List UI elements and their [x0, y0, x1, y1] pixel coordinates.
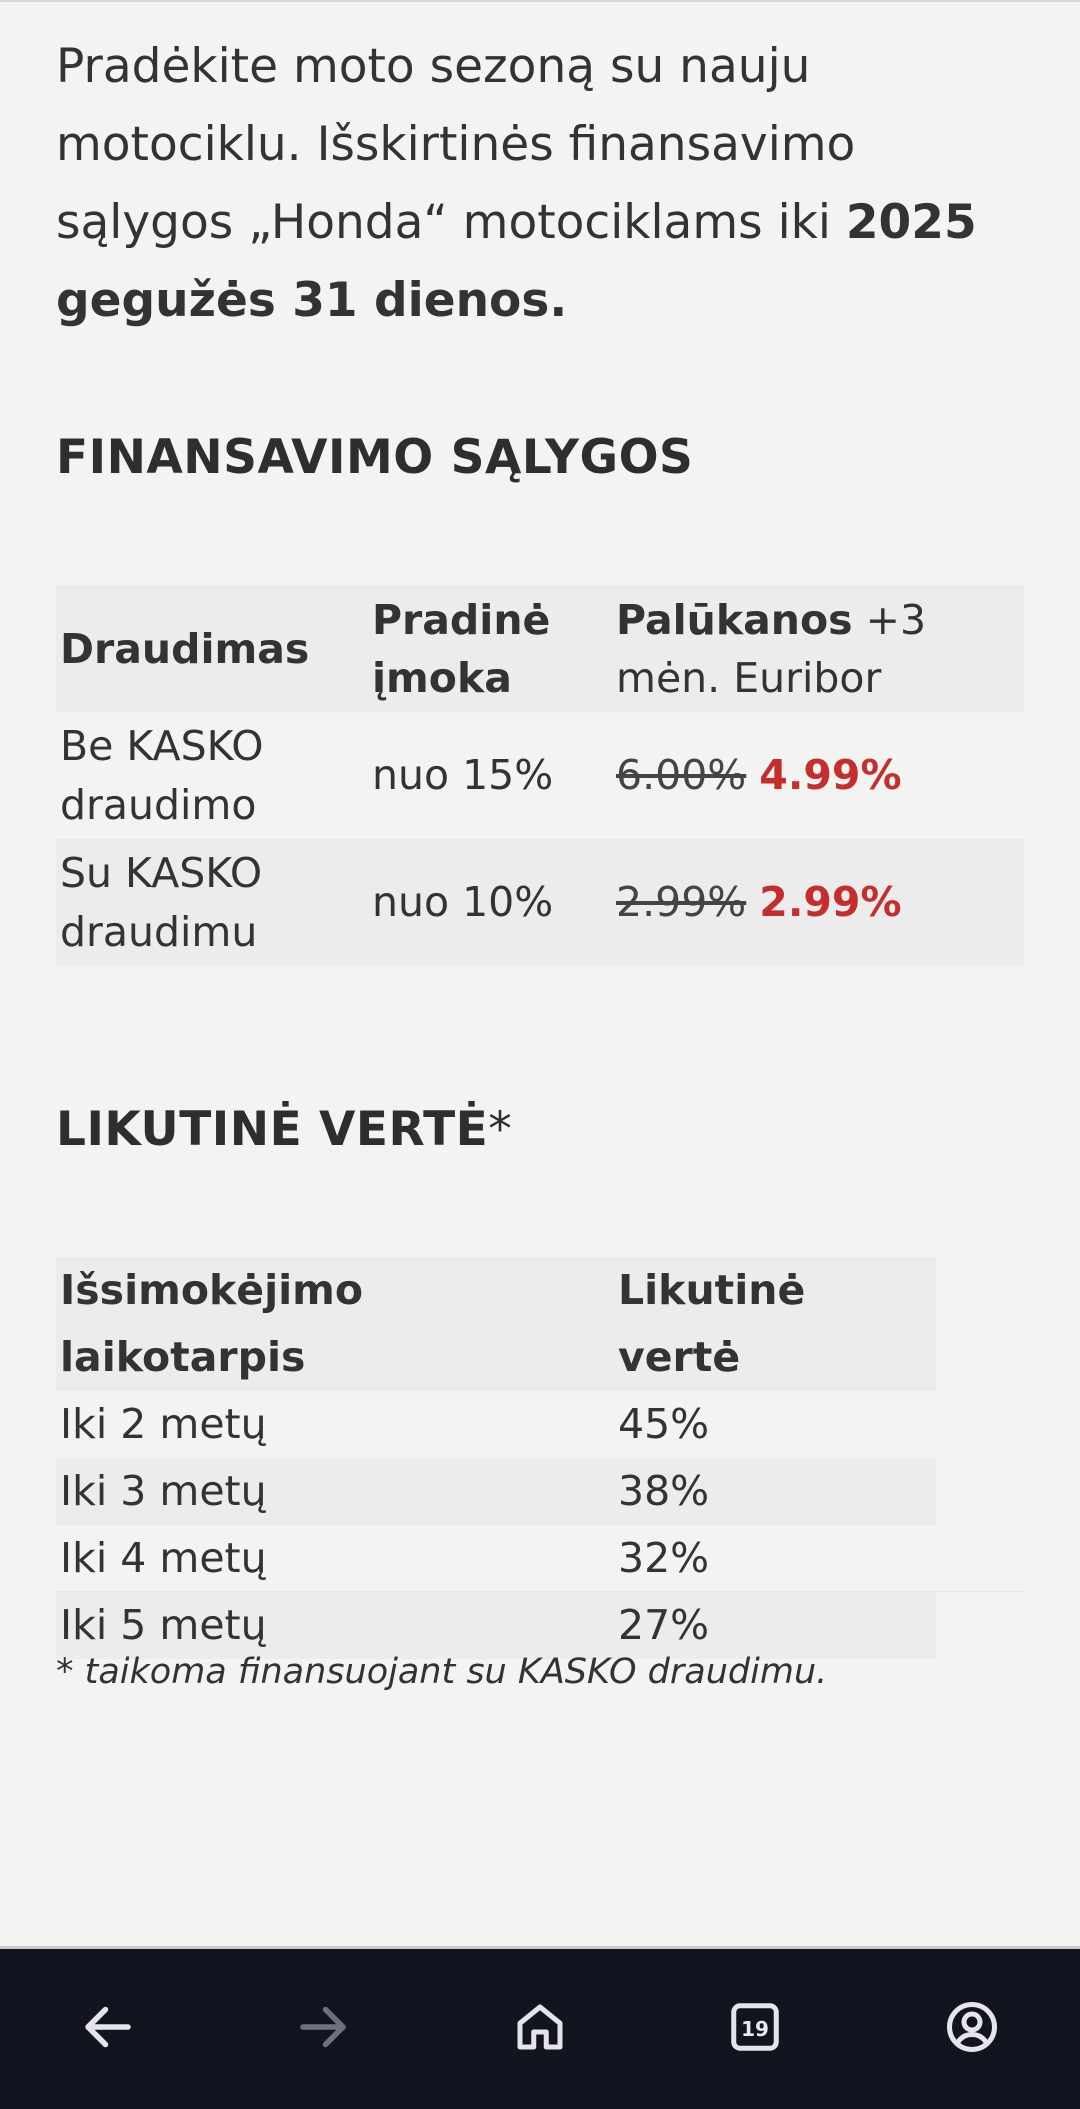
- row-value: 27%: [618, 1601, 710, 1649]
- header-value: Likutinė vertė: [618, 1266, 806, 1381]
- new-rate: 4.99%: [759, 751, 902, 799]
- table-header-row: [56, 585, 1024, 712]
- financing-table: [56, 585, 1024, 966]
- header-down-payment: Pradinė įmoka: [372, 595, 551, 702]
- intro-date: 2025 gegužės 31 dienos.: [56, 195, 977, 328]
- residual-heading-asterisk: *: [488, 1102, 513, 1157]
- old-rate: 6.00%: [616, 751, 747, 799]
- home-button[interactable]: [500, 1987, 580, 2067]
- footnote: * taikoma finansuojant su KASKO draudimu.: [56, 1652, 828, 1692]
- home-icon: [510, 1997, 570, 2057]
- intro-text: Pradėkite moto sezoną su nauju motociklu. Išskirtinės finansavimo sąlygos „Honda“ motociklams iki: [56, 39, 856, 250]
- residual-table: [56, 1257, 936, 1659]
- row-period: Iki 5 metų: [60, 1601, 267, 1649]
- row-insurance: Be KASKO draudimo: [60, 721, 264, 829]
- header-interest-rest: +3 mėn. Euribor: [616, 595, 927, 702]
- forward-arrow-icon: [293, 1997, 353, 2057]
- table-header-row: [56, 1257, 936, 1391]
- row-interest: [612, 839, 1024, 966]
- tab-count: 19: [741, 2017, 769, 2041]
- header-insurance: Draudimas: [60, 624, 310, 673]
- row-value: 38%: [618, 1467, 710, 1515]
- header-interest-bold: Palūkanos: [616, 595, 853, 644]
- forward-button[interactable]: [283, 1987, 363, 2067]
- back-button[interactable]: [68, 1987, 148, 2067]
- table-divider: [56, 1591, 1024, 1592]
- browser-bottom-navbar: [0, 1946, 1080, 2109]
- tabs-button[interactable]: [715, 1987, 795, 2067]
- back-arrow-icon: [78, 1997, 138, 2057]
- row-period: Iki 2 metų: [60, 1400, 267, 1448]
- table-row: [56, 712, 1024, 839]
- row-value: 45%: [618, 1400, 710, 1448]
- financing-heading: FINANSAVIMO SĄLYGOS: [56, 430, 694, 485]
- row-insurance: Su KASKO draudimu: [60, 848, 263, 956]
- header-period: Išsimokėjimo laikotarpis: [60, 1266, 364, 1381]
- row-period: Iki 4 metų: [60, 1534, 267, 1582]
- residual-heading: [56, 1102, 512, 1157]
- old-rate: 2.99%: [616, 878, 747, 926]
- header-interest: [612, 585, 1024, 712]
- row-period: Iki 3 metų: [60, 1467, 267, 1515]
- table-row: [56, 839, 1024, 966]
- table-row: [56, 1525, 936, 1592]
- table-row: [56, 1458, 936, 1525]
- new-rate: 2.99%: [759, 878, 902, 926]
- row-interest: [612, 712, 1024, 839]
- intro-paragraph: [56, 28, 1024, 340]
- top-divider: [0, 0, 1080, 2]
- row-down-payment: nuo 10%: [372, 878, 554, 926]
- row-value: 32%: [618, 1534, 710, 1582]
- table-row: [56, 1391, 936, 1458]
- table-row: [56, 1592, 936, 1659]
- tabs-icon: [725, 1997, 785, 2057]
- row-down-payment: nuo 15%: [372, 751, 554, 799]
- residual-heading-text: LIKUTINĖ VERTĖ: [56, 1102, 489, 1157]
- account-button[interactable]: [932, 1987, 1012, 2067]
- account-icon: [942, 1997, 1002, 2057]
